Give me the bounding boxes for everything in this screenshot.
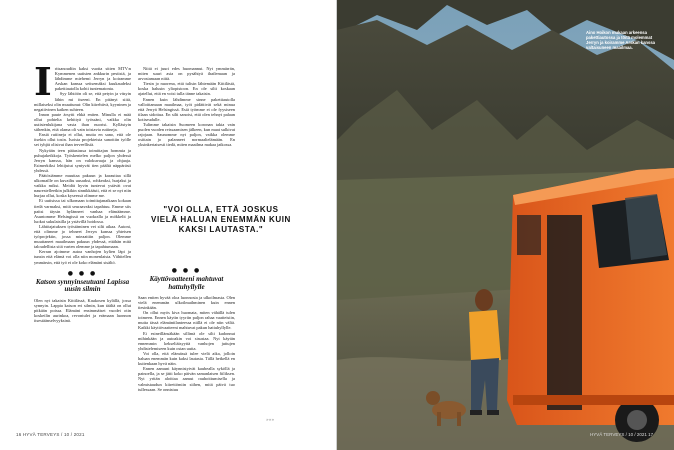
body-paragraph: Ennen aamuni käynnistyivät kaubealla syköllä ja painoella, ja se jätti koko päivän samanlaisen fiiliksen. Nyt yritän aloittaa aamut rauhoittumisella ja valmistaudun kiirettömiin siihen, mitä päivä tuo tullessaan. Se onnistuu (138, 366, 235, 392)
van-photo (337, 0, 674, 450)
body-paragraph: On ollut myös kiva huomata, miten vähällä tulen toimeen. Ennen käytin tyyriin paljon rahaa vaatteisiin, mutta tässä elämäntilanteessa niillä ei ole niin väliä. Kaikki käyttövaatteeni mahtuvat pakun hattuhyllylle. (138, 310, 235, 331)
pull-quote: "VOI OLLA, ETTÄ JOSKUS VIELÄ HALUAN ENEMMÄN KUIN KAKSI LAUTASTA." (151, 205, 291, 234)
subheading-clothes: Käyttövaatteeni mahtuvat hattuhyllylle (149, 275, 224, 291)
van-photo-illustration (337, 0, 674, 450)
body-paragraph: Saan eniten hyvää oloa luonnosta ja ulkoilmasta. Olen vielä enemmän ulkoilmaihminen kuin ennen tiesinkään. (138, 294, 235, 311)
body-paragraph: Tulimme takaisin Suomeen koronan takia vain puolen vuoden reissaamisen jälkeen, kun maat sulkivat rajojaan. Saunomme nyt paljon, vaikka olemme osittain jo palanneet normaalielämään. En yksinkertaisesti tiedä, miten maailma makaa jatkossa. (138, 122, 235, 148)
body-paragraph: Ei esineillänsäkään sillimä ole silti kadonnut mihinkään ja autoakin voi sisustaa. Nyt käytän ennemmin kekseliäisyyttä vanhojen juttujen yhdistelemiseen kuin ostan uutta. (138, 330, 235, 351)
body-paragraph: Syy lähtöön oli se, että petyin ja väsyin lähin mi itseeni. En pitänyt siitä, millaiseksi olin muuttunut: Olin kiirehtivä, kyyninen ja negatiivinen kaiken suhteen. (34, 91, 131, 112)
body-paragraph: Niitä ei juuri edes huomannut. Nyt ymmärrän, miten suuri asia on pysähtyä ihailemaan ja arvostamaan niitä. (138, 66, 235, 82)
folio-right: HYVÄ TERVEYS / 10 / 2021 17 (590, 432, 654, 437)
folio-left: 16 HYVÄ TERVEYS / 10 / 2021 (16, 432, 85, 437)
body-paragraph: Lähtöajatuksen työstäminen vei silti aikaa. Autoni, että olimme jo tehneet Jerryn kanssa yhteisen työprojektin, jossa mieaattiin paljon. Olemme muuttaneet maailmaan pakuun yhdessä, ettähän mitä taloudellista sitä varten olemme ja tapahtumaan. (34, 223, 131, 250)
body-paragraph: Nykyään teen pääasiassa toimittajan hommia ja puhujakeikkoja. Työskentelen melko paljon yhdessä Jerryn kanssa, hän on valokuvaaja ja ohjaaja. Esimerkiksi lehtijutut syntyvät tien päältä näppärästi yhdessä. (34, 147, 131, 173)
column-1 (34, 59, 131, 323)
van-shape (507, 168, 674, 442)
body-paragraph: Kerran ajoimme autoa vanhojen kylien läpi ja tunsin että elämä voi olla niin monenlaista. Vähitellen ymmärsin, että työ ei ole koko elämäni sisältö. (34, 249, 131, 265)
body-paragraph: Innon paute ärsytti ehkä eniten. Minulla ei mää ollut pohtelta kehittyä työssäni, vaikka olin uutistenlukijana vasta ihan nuorisi. Kyllästyin siihenkin, että olama oli vain toistavia rutiineja. (34, 111, 131, 133)
column-2-top (138, 66, 235, 148)
body-paragraph: Ei uutisissa tai ulkomaan toimittajanaikaan kokaan tiedä varmaksi, mitä seuraavaksi tapahtuu. Emme siis paitsi täysin hylänneet vanhaa elämäämme. Asuntomme Helsingissä on vuokralla ja mökkelit ja luokat sukulaisilla ja ystävillä hoidossa. (34, 198, 131, 224)
column-2-bottom (138, 262, 235, 392)
body-paragraph: ritsanoudiin kaksi vuotta sitten MTV:n Kymmenen uutisten ankkurin pestistä, ja lähdimme miehemi Jerryn ja koiramme Arskan kanssa seitsemäksi kuukaudeksi pakettiautolla kohti tuntematonta. (54, 66, 131, 92)
subheading-lapland: Katson synnyinseutuani Lapissa uusin silmin (35, 277, 130, 294)
body-paragraph: Ensiä rutiineja ei ollut, mutta en sano, että ole itsekin ollut tosin. Isoista projekteista sanottiin työlle set tyhjät olisivat ihan terveellisiä. (34, 132, 131, 148)
body-paragraph: Voi olla, että elämässä tulee vielä aika, jolloin haluan enemmän kuin kaksi lautasta. Tällä hetkellä en kuitenkaan hyvä näin. (138, 350, 235, 367)
body-paragraph: Olen nyt takaisin Kittilässä, Kaukosen kylällä, jossa synnyin. Lappia katson eri silmin, kun täältä on ollut pitkään poissa. Elämäni ensimmäiset vuodet otin koskeilin aurinkoa, revontulet ja erämaan luonnon itsestäänselvyyksinä. (34, 297, 131, 323)
body-paragraph: Päätösiämme muuttaa pakuun ja karauttaa sillä ulkomaille on kuvailtu uusarksi, rohkeaksi, hurjaksi ja vaikka miksi. Meidät hyvin tuntevat ystävät ovat naurestelleetkin julkikin sinnikkäästi, että ei se nyt niin hurjaa ollut, koska kyseessä olimme me. (34, 172, 131, 199)
section-dots-icon: ● ● ● (171, 267, 202, 274)
continue-mark: »»» (266, 418, 275, 423)
drop-cap: I (34, 59, 52, 104)
body-paragraph: Tiesin jo nuorena, että tulisin lähtemään Kittilästä, koska halusin yliopistoon. En ole silti koskaan ajatellut, että en voisi tulla tänne takaisin. (138, 81, 235, 97)
section-dots-icon: ● ● ● (67, 269, 98, 277)
body-paragraph: Ennen kuin lähdimme sinne pakettiautolla valloittamaan maailmaa, työt pidättivät sekä minua että Jerryä Helsingissä. Esiä työmme ei ole fyysiseen tilaan sidottua. En silti sanoisi, että olen tehnyt palaan kotiseudulle. (138, 96, 235, 122)
photo-caption: Aino Hoikon mukaan arkeensa pakettiautossa ja töitä molemmat Jerryn ja koiramme Arskan kanssa valtaisuneen maailmaa. (586, 30, 655, 50)
